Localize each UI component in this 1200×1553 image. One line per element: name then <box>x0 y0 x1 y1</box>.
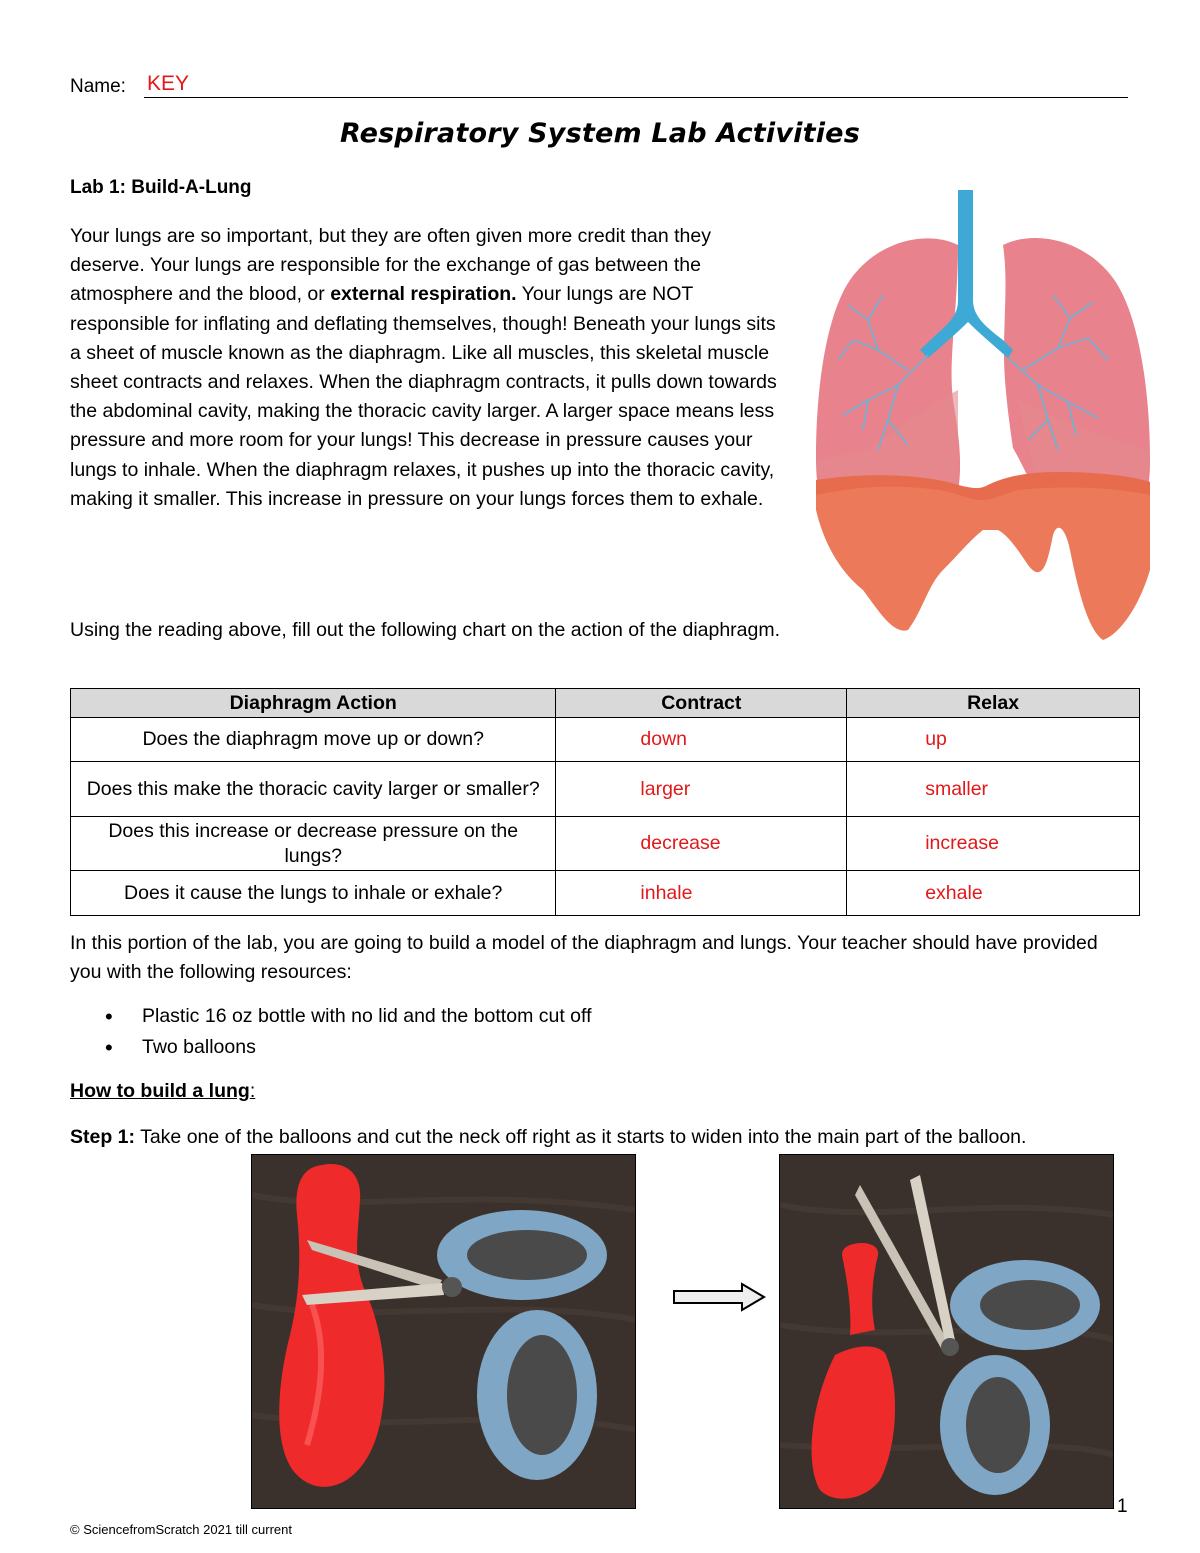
page-number: 1 <box>1117 1496 1128 1517</box>
table-question: Does the diaphragm move up or down? <box>71 718 556 762</box>
table-header-action: Diaphragm Action <box>71 689 556 718</box>
step-1-text: Take one of the balloons and cut the neck off right as it starts to widen into the main part of the balloon. <box>135 1126 1027 1148</box>
table-row <box>71 871 1140 916</box>
list-item: • Two balloons <box>105 1032 592 1063</box>
table-row <box>71 817 1140 871</box>
resources-list <box>105 1001 592 1063</box>
balloon-scissors-photo <box>251 1154 636 1509</box>
name-value: KEY <box>147 72 190 95</box>
intro-paragraph <box>70 222 790 514</box>
copyright-footer: © SciencefromScratch 2021 till current <box>70 1522 293 1537</box>
table-row <box>71 762 1140 817</box>
chart-instructions: Using the reading above, fill out the following chart on the action of the diaphragm. <box>70 619 781 641</box>
table-answer-relax: smaller <box>847 762 1140 817</box>
list-item: • Plastic 16 oz bottle with no lid and the bottom cut off <box>105 1001 592 1032</box>
table-question: Does this increase or decrease pressure on the lungs? <box>71 817 556 871</box>
intro-bold-term: external respiration. <box>330 283 517 306</box>
name-label: Name: <box>70 76 126 97</box>
table-question: Does it cause the lungs to inhale or exhale? <box>71 871 556 916</box>
table-header-contract: Contract <box>556 689 847 718</box>
arrow-right-icon <box>672 1282 768 1312</box>
table-answer-contract: larger <box>556 762 847 817</box>
lungs-diagram <box>808 190 1160 640</box>
page-title: Respiratory System Lab Activities <box>340 118 860 149</box>
table-answer-relax: exhale <box>847 871 1140 916</box>
how-to-heading <box>70 1080 255 1103</box>
name-underline <box>144 97 1128 98</box>
lab-heading: Lab 1: Build-A-Lung <box>70 177 252 198</box>
intro-text-1: Your lungs are so important, but they are often given more credit than they deserve. Your lungs are responsible for the exchange of gas between the atmosphere and the blood, or <box>70 225 711 306</box>
step-1 <box>70 1123 1140 1152</box>
table-header-row <box>71 689 1140 718</box>
how-to-heading-text: How to build a lung <box>70 1080 250 1102</box>
how-to-heading-colon: : <box>249 1080 256 1102</box>
table-answer-contract: down <box>556 718 847 762</box>
intro-text-2: Your lungs are NOT responsible for inflating and deflating themselves, though! Beneath your lungs sits a sheet of muscle known as the diaphragm. Like all muscles, this skeletal muscle sheet contracts and relaxes. When the diaphragm contracts, it pulls down towards the abdominal cavity, making the thoracic cavity larger. A larger space means less pressure and more room for your lungs! This decrease in pressure causes your lungs to inhale. When the diaphragm relaxes, it pushes up into the thoracic cavity, making it smaller. This increase in pressure on your lungs forces them to exhale. <box>70 283 777 510</box>
table-answer-relax: increase <box>847 817 1140 871</box>
table-answer-contract: inhale <box>556 871 847 916</box>
name-row <box>70 72 1128 100</box>
diaphragm-chart <box>70 688 1140 916</box>
table-answer-contract: decrease <box>556 817 847 871</box>
build-instructions: In this portion of the lab, you are going to build a model of the diaphragm and lungs. Your teacher should have provided you with the following resources: <box>70 932 1098 983</box>
table-row <box>71 718 1140 762</box>
step-1-label: Step 1: <box>70 1126 136 1148</box>
table-header-relax: Relax <box>847 689 1140 718</box>
cut-balloon-photo <box>779 1154 1114 1509</box>
table-question: Does this make the thoracic cavity larger or smaller? <box>71 762 556 817</box>
table-answer-relax: up <box>847 718 1140 762</box>
